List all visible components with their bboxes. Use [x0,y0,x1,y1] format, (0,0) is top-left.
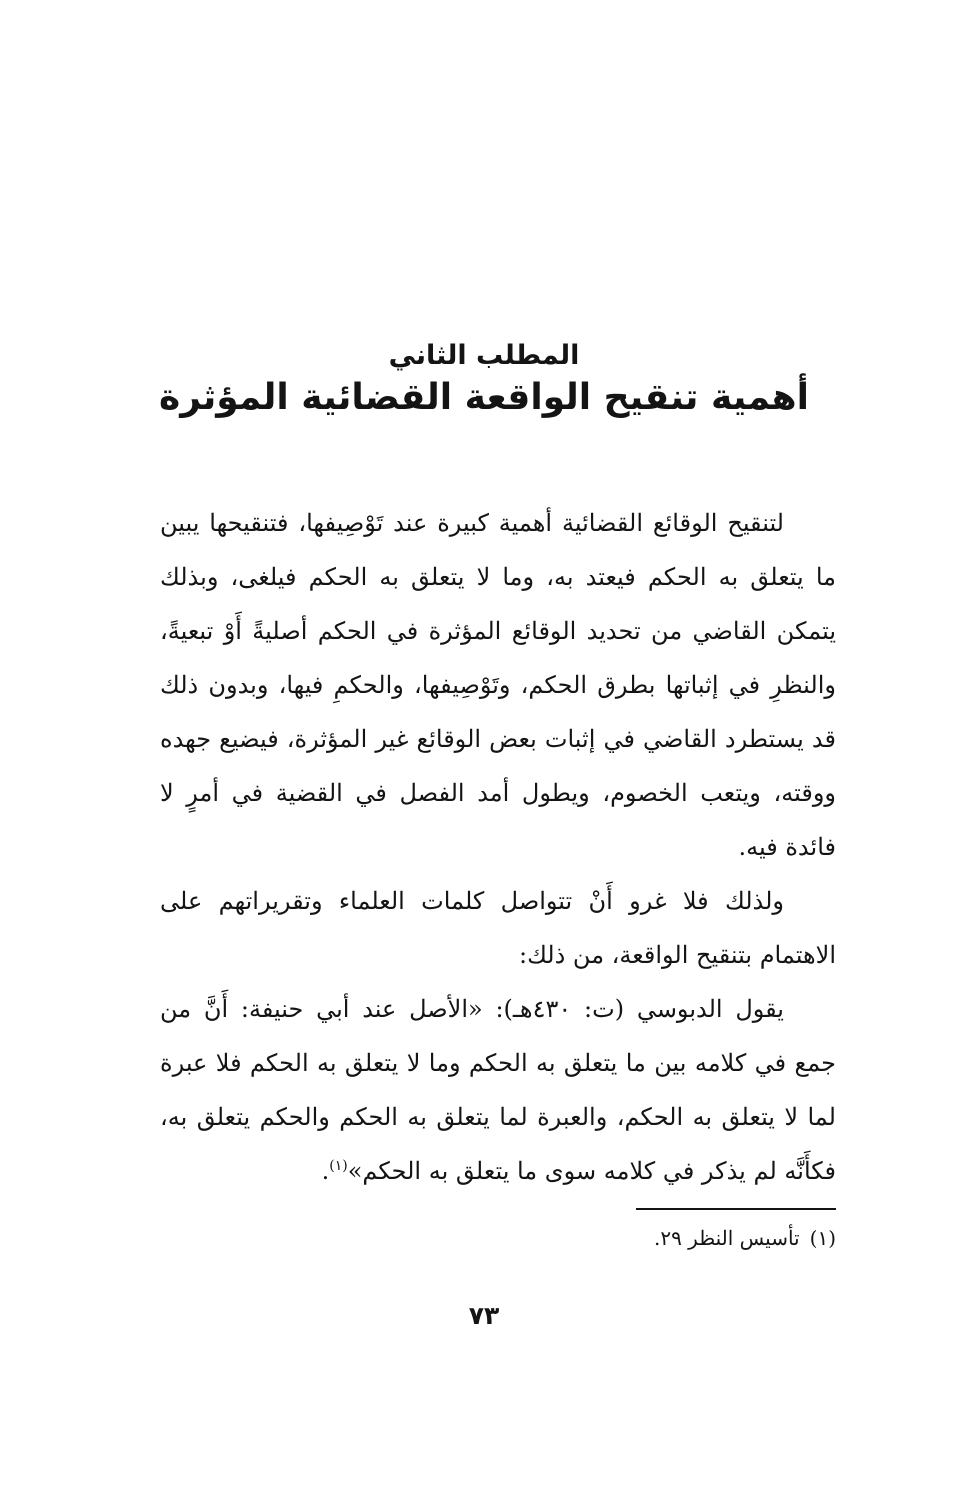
footnote-number: (١) [809,1226,836,1250]
footnote-text: تأسيس النظر ٢٩. [653,1226,800,1250]
paragraph: ولذلك فلا غرو أَنْ تتواصل كلمات العلماء وتقريراتهم على الاهتمام بتنقيح الواقعة، من ذلك: [160,887,836,969]
main-text [160,496,836,1198]
quote-tail: . [321,1157,330,1185]
quote-paragraph [160,982,836,1198]
footnote-marker: (١) [329,1158,348,1174]
quote-text: يقول الدبوسي (ت: ٤٣٠هـ): «الأصل عند أبي حنيفة: أَنَّ من جمع في كلامه بين ما يتعلق به الحكم وما لا يتعلق به الحكم فلا عبرة لما لا يتعلق به الحكم، والعبرة لما يتعلق به الحكم والحكم يتعلق به، فكأَنَّه لم يذكر في كلامه سوى ما يتعلق به الحكم» [160,995,836,1185]
paragraph: لتنقيح الوقائع القضائية أهمية كبيرة عند تَوْصِيفها، فتنقيحها يبين ما يتعلق به الحكم فيعتد به، وما لا يتعلق به الحكم فيلغى، وبذلك يتمكن القاضي من تحديد الوقائع المؤثرة في الحكم أصليةً أَوْ تبعيةً، والنظرِ في إثباتها بطرق الحكم، وتَوْصِيفها، والحكمِ فيها، وبدون ذلك قد يستطرد القاضي في إثبات بعض الوقائع غير المؤثرة، فيضيع جهده ووقته، ويتعب الخصوم، ويطول أمد الفصل في القضية في أمرٍ لا فائدة فيه. [160,509,836,861]
footnote [160,1222,836,1254]
page-number: ٧٣ [468,1301,500,1330]
section-title: أهمية تنقيح الواقعة القضائية المؤثرة [159,377,809,418]
section-label: المطلب الثاني [388,340,580,371]
footnote-separator [636,1208,836,1210]
